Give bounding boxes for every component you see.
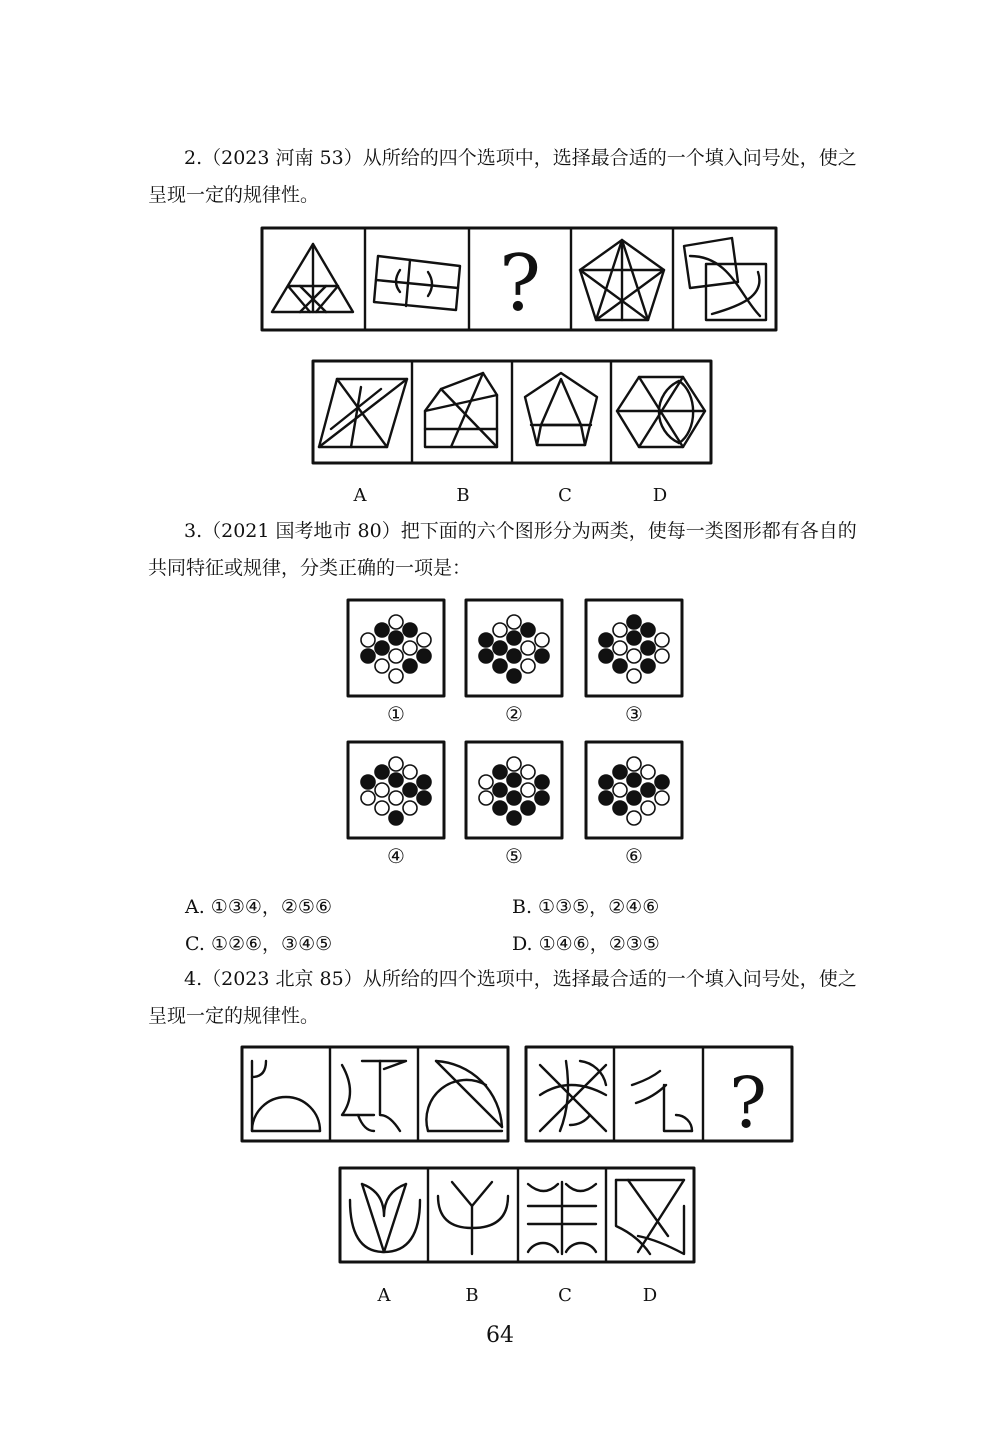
- q4-seq-figure-4: [540, 1061, 606, 1131]
- question-4-line-1: 4.（2023 北京 85）从所给的四个选项中，选择最合适的一个填入问号处，使之: [184, 968, 857, 990]
- q4-question-mark: ?: [729, 1062, 767, 1144]
- question-4-line-2: 呈现一定的规律性。: [148, 1005, 320, 1027]
- q4-option-c-label[interactable]: C: [558, 1285, 572, 1306]
- question-4-sequence: [240, 1045, 796, 1143]
- q2-option-c-figure[interactable]: [525, 373, 597, 445]
- q2-option-b-label[interactable]: B: [456, 485, 470, 506]
- q4-seq-figure-5: [632, 1071, 692, 1131]
- q2-seq-rectangle-figure: [374, 256, 460, 310]
- q4-option-a-figure[interactable]: [350, 1184, 420, 1252]
- q3-choice-c[interactable]: C. ①②⑥，③④⑤: [185, 933, 333, 955]
- question-4-text: [148, 961, 893, 1035]
- question-2-line-1: 2.（2023 河南 53）从所给的四个选项中，选择最合适的一个填入问号处，使之: [184, 147, 857, 169]
- q2-seq-squares-figure: [684, 238, 766, 320]
- q4-option-d-figure[interactable]: [616, 1180, 684, 1254]
- q4-option-b-figure[interactable]: [438, 1182, 508, 1254]
- q3-figure-2: [466, 600, 562, 696]
- q3-figure-3: [586, 600, 682, 696]
- q4-seq-figure-2: [342, 1061, 406, 1131]
- q4-seq-figure-3: [426, 1061, 502, 1131]
- q3-figure-1-label: ①: [387, 702, 405, 726]
- question-2-options: [311, 359, 713, 465]
- q3-figure-5: [466, 742, 562, 838]
- q3-figure-4-label: ④: [387, 844, 405, 868]
- q3-choice-d[interactable]: D. ①④⑥，②③⑤: [512, 933, 660, 955]
- q2-question-mark: ?: [499, 239, 541, 329]
- q2-option-b-figure[interactable]: [425, 373, 497, 447]
- q2-option-a-label[interactable]: A: [353, 485, 367, 506]
- question-4-options: [338, 1166, 696, 1264]
- q3-choice-b[interactable]: B. ①③⑤，②④⑥: [512, 896, 660, 918]
- question-3-text: [148, 513, 893, 587]
- q3-figure-2-label: ②: [505, 702, 523, 726]
- question-3-line-2: 共同特征或规律，分类正确的一项是：: [148, 557, 472, 579]
- q3-figure-4: [348, 742, 444, 838]
- page-number: 64: [486, 1323, 514, 1348]
- q4-option-a-label[interactable]: A: [377, 1285, 391, 1306]
- q4-option-b-label[interactable]: B: [465, 1285, 479, 1306]
- q3-figure-3-label: ③: [625, 702, 643, 726]
- question-2-text: [148, 140, 893, 214]
- q3-figure-6-label: ⑥: [625, 844, 643, 868]
- q2-seq-pentagram-figure: [580, 240, 664, 320]
- question-2-sequence: [260, 226, 778, 332]
- q3-choice-a[interactable]: A. ①③④，②⑤⑥: [185, 896, 332, 918]
- q4-option-d-label[interactable]: D: [642, 1285, 658, 1306]
- q2-option-a-figure[interactable]: [319, 379, 407, 447]
- q3-figure-1: [348, 600, 444, 696]
- q2-option-d-label[interactable]: D: [652, 485, 668, 506]
- question-3-line-1: 3.（2021 国考地市 80）把下面的六个图形分为两类，使每一类图形都有各自的: [184, 520, 857, 542]
- q3-figure-5-label: ⑤: [505, 844, 523, 868]
- q2-seq-triangle-figure: [272, 244, 353, 312]
- q4-option-c-figure[interactable]: [528, 1182, 596, 1254]
- q3-figure-6: [586, 742, 682, 838]
- q2-option-c-label[interactable]: C: [558, 485, 572, 506]
- q4-seq-figure-1: [252, 1061, 320, 1131]
- question-2-line-2: 呈现一定的规律性。: [148, 184, 320, 206]
- q2-option-d-figure[interactable]: [617, 377, 705, 447]
